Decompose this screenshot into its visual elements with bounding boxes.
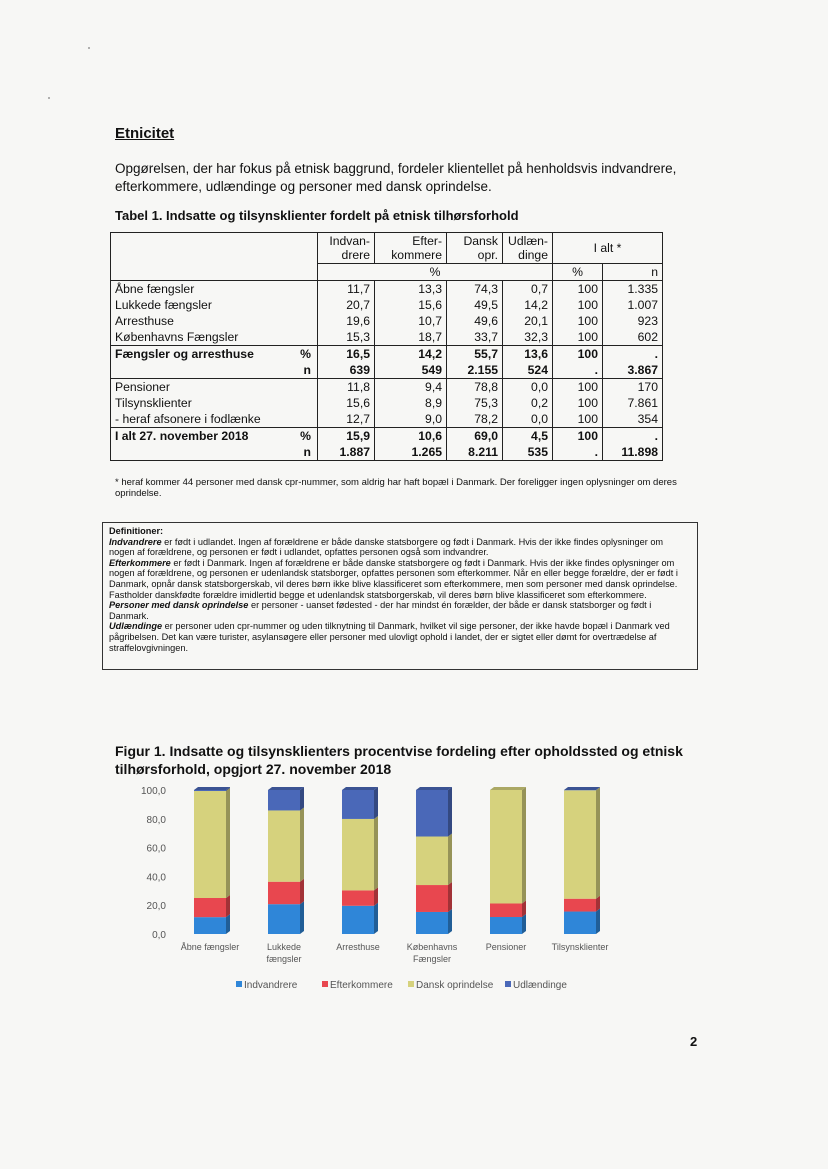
col-header-efterkommere: Efter- kommere bbox=[375, 233, 447, 264]
table-row: Lukkede fængsler 20,7 15,6 49,5 14,2 100 1.007 bbox=[111, 297, 663, 313]
bar-segment-dansk-oprindelse bbox=[490, 790, 522, 903]
bar-segment-efterkommere bbox=[416, 885, 448, 912]
bar-side bbox=[300, 901, 304, 934]
bar-top bbox=[194, 787, 230, 790]
x-tick-label: Fængsler bbox=[412, 954, 452, 964]
table-row: Åbne fængsler 11,7 13,3 74,3 0,7 100 1.335 bbox=[111, 281, 663, 298]
bar-segment-dansk-oprindelse bbox=[564, 790, 596, 898]
legend-label: Dansk oprindelse bbox=[416, 980, 494, 991]
x-tick-label: Tilsynsklienter bbox=[551, 942, 609, 952]
bar-side bbox=[448, 909, 452, 934]
pct-unit-header: % bbox=[318, 264, 553, 281]
scan-speck bbox=[48, 97, 50, 99]
legend-label: Indvandrere bbox=[244, 980, 298, 991]
scan-speck bbox=[88, 47, 90, 49]
subtotal-row-n: n 639 549 2.155 524 . 3.867 bbox=[111, 362, 663, 379]
definition-dansk-oprindelse: Personer med dansk oprindelse er personer - uanset fødested - der har mindst én forælder, der både er dansk statsborger og født i Danmark. bbox=[109, 600, 652, 621]
x-tick-label: Københavns bbox=[406, 942, 458, 952]
bar-side bbox=[300, 879, 304, 904]
bar-segment-dansk-oprindelse bbox=[342, 819, 374, 890]
y-tick-label: 20,0 bbox=[146, 901, 166, 913]
bar-side bbox=[374, 816, 378, 890]
x-tick-label: Lukkede bbox=[266, 942, 302, 952]
y-tick-label: 40,0 bbox=[146, 872, 166, 884]
intro-paragraph: Opgørelsen, der har fokus på etnisk baggrund, fordeler klientellet på henholdsvis indvandrere, efterkommere, udlændinge og personer med dansk oprindelse. bbox=[115, 161, 677, 194]
bar-segment-dansk-oprindelse bbox=[268, 810, 300, 881]
definitions-title: Definitioner: bbox=[109, 526, 164, 536]
y-tick-label: 0,0 bbox=[152, 930, 166, 941]
col-header-udlaendinge: Udlæn- dinge bbox=[503, 233, 553, 264]
table-title: Tabel 1. Indsatte og tilsynsklienter fordelt på etnisk tilhørsforhold bbox=[115, 208, 519, 223]
n-total-header: n bbox=[603, 264, 663, 281]
section-heading: Etnicitet bbox=[115, 125, 175, 142]
legend-swatch bbox=[408, 981, 414, 987]
definition-indvandrere: Indvandrere er født i udlandet. Ingen af forældrene er både danske statsborgere og født i Danmark. Hvis der ikke findes oplysninger om nogen af forældrene, og personen er født i udlandet, opfattes personen også som indvandrer. bbox=[109, 536, 664, 558]
col-header-indvandrere: Indvan- drere bbox=[318, 233, 375, 264]
legend-label: Udlændinge bbox=[513, 980, 567, 991]
bar-segment-efterkommere bbox=[564, 899, 596, 912]
total-row-n: n 1.887 1.265 8.211 535 . 11.898 bbox=[111, 444, 663, 461]
bar-side bbox=[596, 909, 600, 934]
bar-side bbox=[226, 895, 230, 917]
bar-segment-indvandrere bbox=[416, 912, 448, 934]
legend-swatch bbox=[505, 981, 511, 987]
bar-segment-indvandrere bbox=[268, 904, 300, 934]
total-row-pct: I alt 27. november 2018 % 15,9 10,6 69,0 4,5 100 . bbox=[111, 428, 663, 445]
bar-top bbox=[564, 787, 600, 790]
table-row: Københavns Fængsler 15,3 18,7 33,7 32,3 100 602 bbox=[111, 329, 663, 346]
table-row: Arresthuse 19,6 10,7 49,6 20,1 100 923 bbox=[111, 313, 663, 329]
bar-side bbox=[374, 787, 378, 819]
x-tick-label: Åbne fængsler bbox=[180, 942, 240, 952]
bar-segment-efterkommere bbox=[268, 882, 300, 904]
bar-side bbox=[300, 787, 304, 810]
bar-segment-udlændinge bbox=[342, 790, 374, 819]
definition-udlaendinge: Udlændinge er personer uden cpr-nummer og uden tilknytning til Danmark, hvilket vil sige personer, der ikke havde bopæl i Danmark ved pågribelsen. Det kan være turister, asylansøgere eller personer med ulovligt ophold i landet, der er sigtet eller dømt for overtrædelse af straffelovgivningen. bbox=[109, 621, 670, 653]
bar-segment-udlændinge bbox=[268, 790, 300, 810]
y-tick-label: 100,0 bbox=[140, 786, 166, 797]
stacked-bar-chart bbox=[120, 770, 680, 1000]
bar-segment-udlændinge bbox=[416, 790, 448, 837]
bar-side bbox=[374, 903, 378, 934]
bar-side bbox=[522, 787, 526, 903]
bar-segment-efterkommere bbox=[194, 898, 226, 917]
y-tick-label: 80,0 bbox=[146, 814, 166, 826]
bar-segment-indvandrere bbox=[564, 912, 596, 934]
bar-segment-indvandrere bbox=[490, 917, 522, 934]
bar-side bbox=[596, 787, 600, 898]
bar-side bbox=[448, 834, 452, 886]
bar-side bbox=[226, 788, 230, 898]
table-row: Tilsynsklienter 15,6 8,9 75,3 0,2 100 7.861 bbox=[111, 395, 663, 411]
bar-segment-dansk-oprindelse bbox=[416, 837, 448, 886]
bar-top bbox=[416, 787, 452, 790]
legend-swatch bbox=[236, 981, 242, 987]
bar-top bbox=[342, 787, 378, 790]
bar-segment-udlændinge bbox=[194, 790, 226, 791]
bar-segment-dansk-oprindelse bbox=[194, 791, 226, 898]
bar-top bbox=[268, 787, 304, 790]
table-row: - heraf afsonere i fodlænke 12,7 9,0 78,2 0,0 100 354 bbox=[111, 411, 663, 428]
legend-label: Efterkommere bbox=[330, 980, 393, 991]
bar-segment-efterkommere bbox=[342, 890, 374, 905]
col-header-total: I alt * bbox=[553, 233, 663, 264]
bar-side bbox=[374, 887, 378, 905]
definition-fastholder: Fastholder danskfødte forældre imidlertid begge et udenlandsk statsborgerskab, vil deres børn blive klassificeret som efterkommere. bbox=[109, 589, 647, 600]
table-row: Pensioner 11,8 9,4 78,8 0,0 100 170 bbox=[111, 379, 663, 396]
pct-total-header: % bbox=[553, 264, 603, 281]
y-tick-label: 60,0 bbox=[146, 843, 166, 855]
bar-side bbox=[226, 914, 230, 934]
bar-side bbox=[448, 787, 452, 837]
bar-side bbox=[522, 914, 526, 934]
bar-top bbox=[490, 787, 526, 790]
x-tick-label: Pensioner bbox=[485, 942, 527, 952]
bar-side bbox=[300, 807, 304, 881]
legend-swatch bbox=[322, 981, 328, 987]
table-footnote: * heraf kommer 44 personer med dansk cpr-nummer, som aldrig har haft bopæl i Danmark. Der foreligger ingen oplysninger om deres oprindelse. bbox=[115, 477, 677, 499]
definition-efterkommere: Efterkommere er født i Danmark. Ingen af forældrene er både danske statsborgere og født i Danmark. Hvis der ikke findes oplysninger om nogen af forældrene, og personen er udenlandsk statsborger, opfattes personen som efterkommer. Når en eller begge forældre, der er født i Danmark, opnår dansk statsborgerskab, vil deres børn ikke blive klassificeret som efterkommere, men som personer med dansk oprindelse. bbox=[109, 557, 678, 589]
bar-side bbox=[448, 882, 452, 912]
definitions-box bbox=[102, 522, 698, 670]
figure-title: Figur 1. Indsatte og tilsynsklienters procentvise fordeling efter opholdssted og etnisk tilhørsforhold, opgjort 27. november 2018 bbox=[115, 743, 683, 777]
bar-segment-indvandrere bbox=[194, 917, 226, 934]
col-header-dansk: Dansk opr. bbox=[447, 233, 503, 264]
page-number: 2 bbox=[690, 1034, 698, 1049]
subtotal-row-pct: Fængsler og arresthuse % 16,5 14,2 55,7 13,6 100 . bbox=[111, 346, 663, 363]
bar-segment-efterkommere bbox=[490, 903, 522, 917]
bar-segment-indvandrere bbox=[342, 906, 374, 934]
x-tick-label: Arresthuse bbox=[336, 942, 380, 952]
x-tick-label: fængsler bbox=[266, 954, 302, 964]
ethnicity-table bbox=[110, 232, 663, 461]
